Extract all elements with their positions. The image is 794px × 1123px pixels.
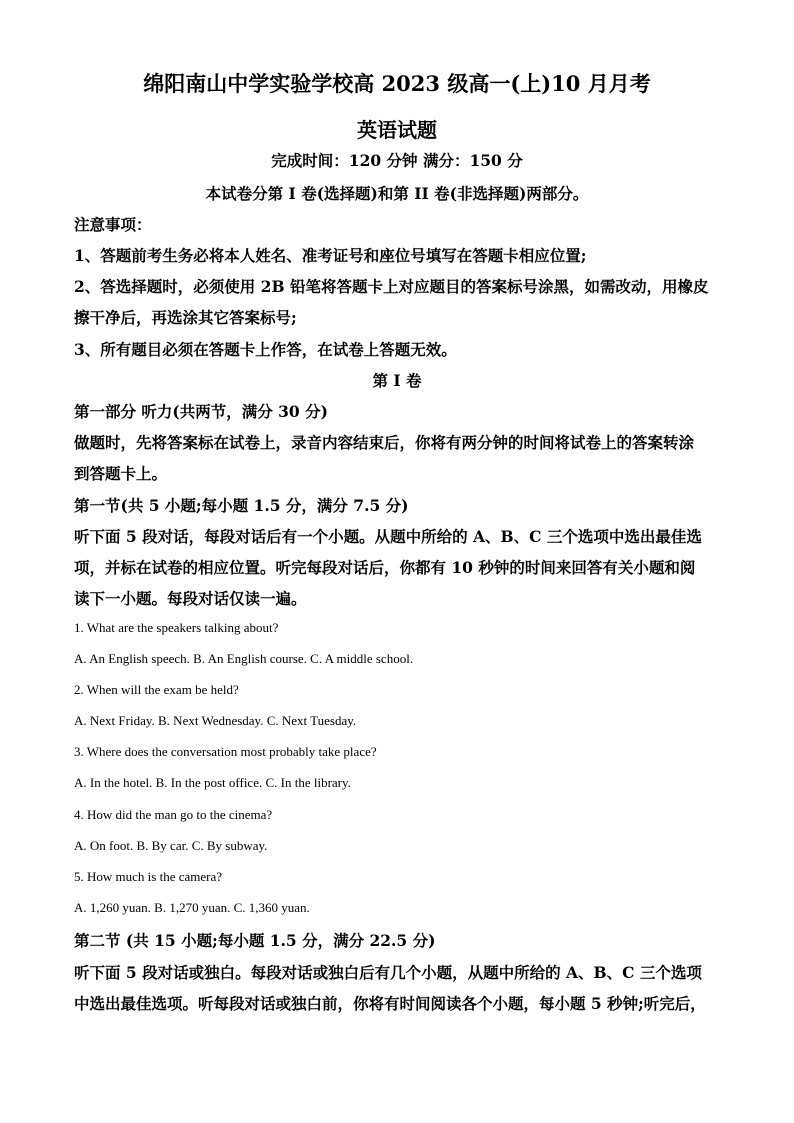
question-text: 3. Where does the conversation most probably take place? (74, 744, 377, 759)
time-info: 完成时间：120 分钟 满分：150 分 (271, 151, 523, 170)
note-item: 3、所有题目必须在答题卡上作答，在试卷上答题无效。 (74, 340, 457, 359)
question-text: 2. When will the exam be held? (74, 682, 239, 697)
exam-subject: 英语试题 (357, 118, 437, 142)
section1-instruction: 听下面 5 段对话，每段对话后有一个小题。从题中所给的 A、B、C 三个选项中选出最佳选 (74, 527, 702, 546)
section2-instruction: 听下面 5 段对话或独白。每段对话或独白后有几个小题，从题中所给的 A、B、C 三个选项 (74, 963, 702, 982)
question-options: A. On foot. B. By car. C. By subway. (74, 838, 268, 853)
section1-heading: 第一节(共 5 小题;每小题 1.5 分，满分 7.5 分) (74, 496, 409, 515)
question-options: A. An English speech. B. An English course. C. A middle school. (74, 651, 414, 666)
notes-heading: 注意事项： (74, 215, 152, 234)
question-text: 5. How much is the camera? (74, 869, 223, 884)
note-item: 2、答选择题时，必须使用 2B 铅笔将答题卡上对应题目的答案标号涂黑，如需改动，用橡皮 (74, 277, 709, 296)
part1-heading: 第一部分 听力(共两节，满分 30 分) (74, 402, 328, 421)
part1-instruction: 做题时，先将答案标在试卷上，录音内容结束后，你将有两分钟的时间将试卷上的答案转涂 (74, 433, 695, 452)
section2-heading: 第二节 (共 15 小题;每小题 1.5 分，满分 22.5 分) (74, 931, 436, 950)
exam-title: 绵阳南山中学实验学校高 2023 级高一(上)10 月月考 (143, 71, 651, 96)
note-item: 擦干净后，再选涂其它答案标号; (74, 308, 297, 327)
question-options: A. Next Friday. B. Next Wednesday. C. Next Tuesday. (74, 713, 357, 728)
part1-instruction: 到答题卡上。 (74, 464, 168, 483)
section2-instruction: 中选出最佳选项。听每段对话或独白前，你将有时间阅读各个小题，每小题 5 秒钟;听完后， (74, 994, 706, 1013)
composition-info: 本试卷分第 I 卷(选择题)和第 II 卷(非选择题)两部分。 (205, 184, 589, 203)
question-options: A. 1,260 yuan. B. 1,270 yuan. C. 1,360 yuan. (74, 900, 310, 915)
question-text: 1. What are the speakers talking about? (74, 620, 279, 635)
section1-instruction: 项，并标在试卷的相应位置。听完每段对话后，你都有 10 秒钟的时间来回答有关小题和阅 (74, 558, 696, 577)
question-options: A. In the hotel. B. In the post office. C. In the library. (74, 775, 351, 790)
volume-heading: 第 I 卷 (372, 371, 422, 390)
question-text: 4. How did the man go to the cinema? (74, 807, 273, 822)
note-item: 1、答题前考生务必将本人姓名、准考证号和座位号填写在答题卡相应位置; (74, 246, 587, 265)
section1-instruction: 读下一小题。每段对话仅读一遍。 (74, 589, 307, 608)
